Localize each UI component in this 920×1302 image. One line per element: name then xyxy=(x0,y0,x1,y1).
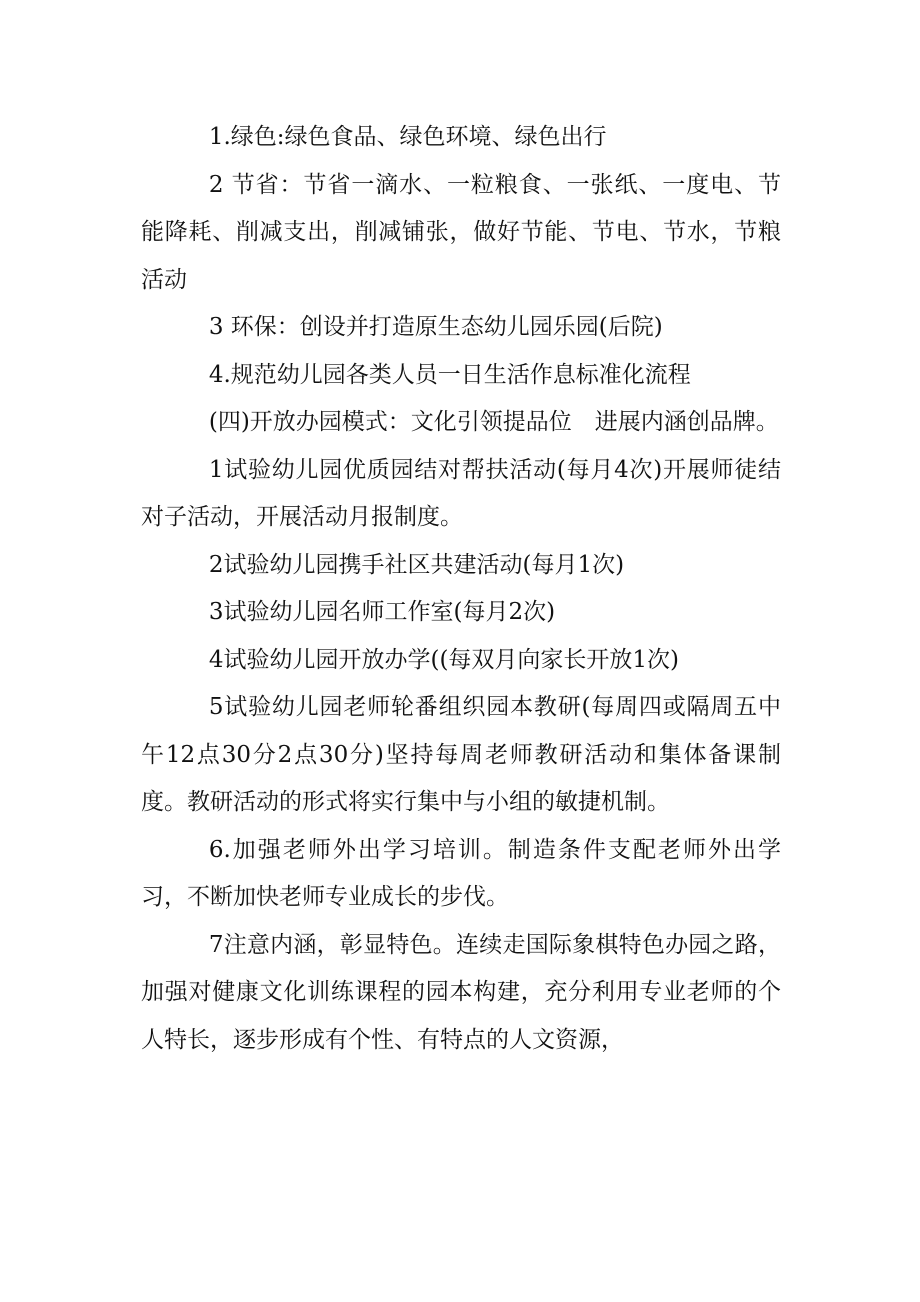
paragraph-section-four-heading: (四)开放办园模式：文化引领提品位 进展内涵创品牌。 xyxy=(208,409,779,435)
paragraph-item-3: 3试验幼儿园名师工作室(每月2次) xyxy=(208,599,556,625)
paragraph-green: 1.绿色:绿色食品、绿色环境、绿色出行 xyxy=(208,124,607,150)
paragraph-item-6: 6.加强老师外出学习培训。制造条件支配老师外出学习，不断加快老师专业成长的步伐。 xyxy=(141,836,781,910)
paragraph-saving: 2 节省：节省一滴水、一粒粮食、一张纸、一度电、节能降耗、削减支出，削减铺张，做好节能、节电、节水，节粮活动 xyxy=(141,171,781,293)
paragraph-item-5: 5试验幼儿园老师轮番组织园本教研(每周四或隔周五中午12点30分2点30分)坚持每周老师教研活动和集体备课制度。教研活动的形式将实行集中与小组的敏捷机制。 xyxy=(141,694,781,815)
paragraph-standardization: 4.规范幼儿园各类人员一日生活作息标准化流程 xyxy=(208,361,691,388)
document-body xyxy=(141,114,781,1064)
paragraph-item-1: 1试验幼儿园优质园结对帮扶活动(每月4次)开展师徒结对子活动，开展活动月报制度。 xyxy=(141,456,781,530)
paragraph-item-4: 4试验幼儿园开放办学((每双月向家长开放1次) xyxy=(208,646,680,673)
paragraph-item-2: 2试验幼儿园携手社区共建活动(每月1次) xyxy=(208,551,625,578)
paragraph-item-7: 7注意内涵，彰显特色。连续走国际象棋特色办园之路，加强对健康文化训练课程的园本构建，充分利用专业老师的个人特长，逐步形成有个性、有特点的人文资源， xyxy=(141,931,781,1053)
paragraph-environment: 3 环保：创设并打造原生态幼儿园乐园(后院) xyxy=(208,314,663,340)
